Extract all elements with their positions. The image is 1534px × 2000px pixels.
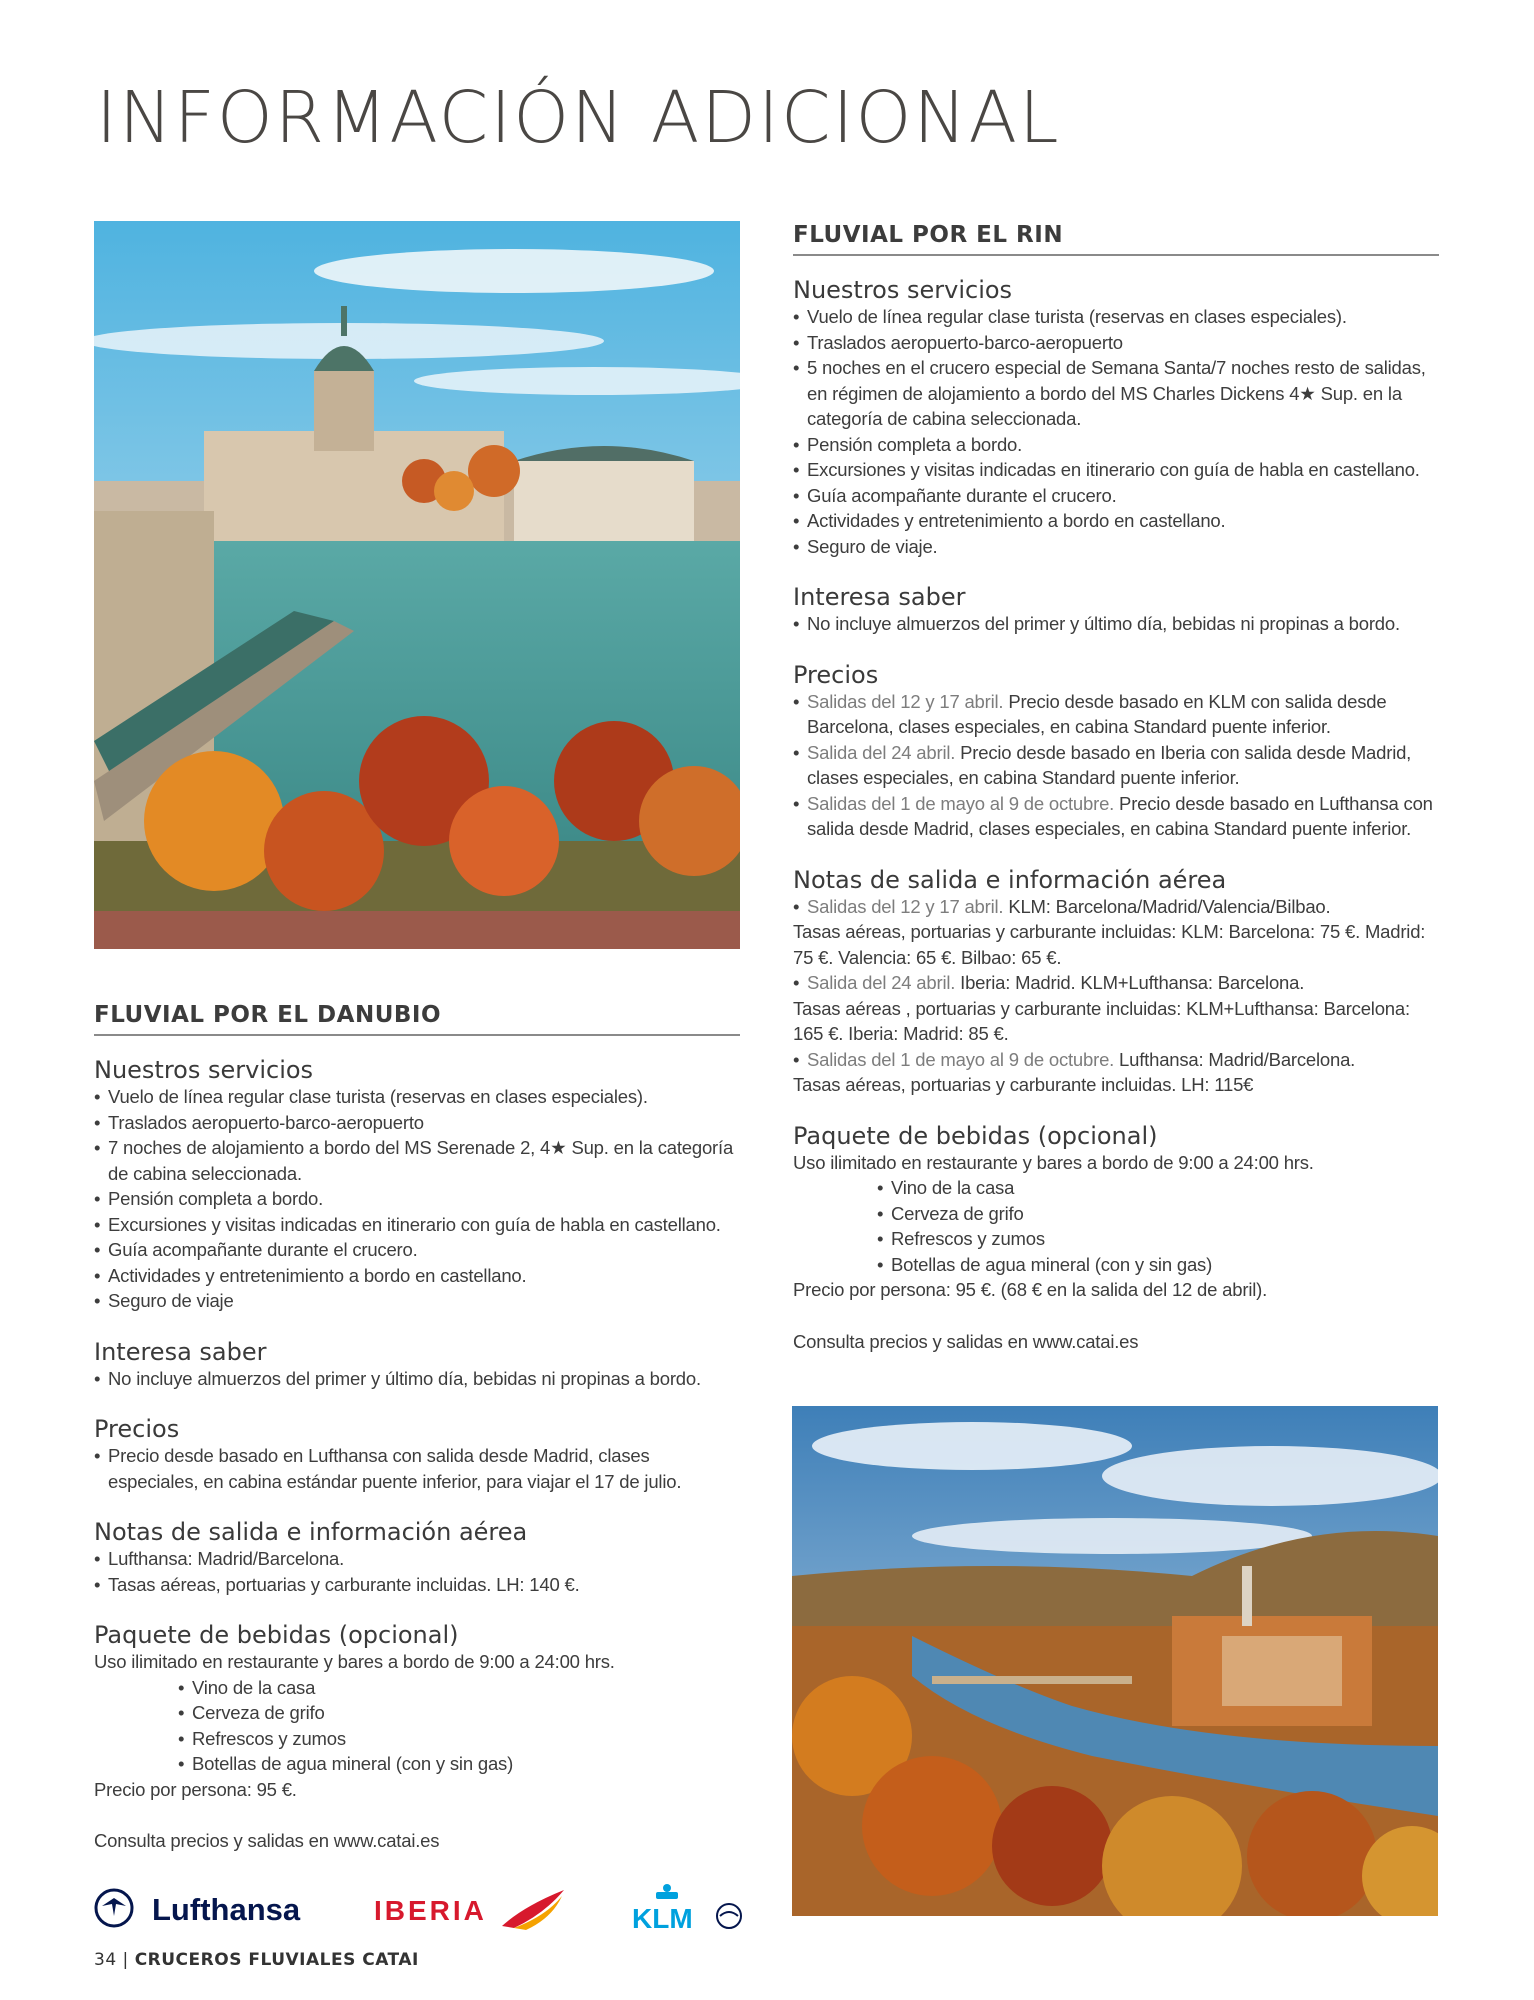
nota-lead: Salidas del 12 y 17 abril. [807,895,1004,917]
rin-precios-list [793,689,1439,842]
danubio-bebidas-intro: Uso ilimitado en restaurante y bares a bordo de 9:00 a 24:00 hrs. [94,1651,615,1672]
list-item: • Cerveza de grifo [877,1201,1439,1227]
list-item: • 5 noches en el crucero especial de Semana Santa/7 noches resto de salidas, en régimen de alojamiento a bordo del MS Charles Dickens 4★ Sup. en la categoría de cabina seleccionada. [793,355,1439,432]
list-item: • Actividades y entretenimiento a bordo en castellano. [94,1263,740,1289]
rin-bebidas-intro: Uso ilimitado en restaurante y bares a bordo de 9:00 a 24:00 hrs. [793,1151,1314,1173]
list-item: • Seguro de viaje [94,1288,740,1314]
list-item [793,689,1439,740]
list-item [793,740,1439,791]
list-item: • Excursiones y visitas indicadas en itinerario con guía de habla en castellano. [793,457,1439,483]
danubio-bebidas-list [94,1675,740,1777]
nota-lead: Salidas del 1 de mayo al 9 de octubre. [807,1048,1115,1070]
danubio-consulta: Consulta precios y salidas en www.catai.es [94,1830,440,1851]
nota-extra: Tasas aéreas , portuarias y carburante incluidas: KLM+Lufthansa: Barcelona: 165 €. Iberia: Madrid: 85 €. [793,997,1410,1044]
rin-notas-heading: Notas de salida e información aérea [793,865,1227,894]
list-item: • Refrescos y zumos [877,1226,1439,1252]
rin-servicios-heading: Nuestros servicios [793,276,1013,304]
budapest-photo [94,221,740,949]
list-item: • Pensión completa a bordo. [793,432,1439,458]
list-item: • Vino de la casa [178,1675,740,1701]
precio-text: Precio desde basado en Lufthansa con salida desde Madrid, clases especiales, en cabina Standard puente inferior. [807,792,1433,839]
rin-interesa-list [793,611,1439,637]
rhine-photo [792,1406,1438,1916]
rin-bebidas-heading: Paquete de bebidas (opcional) [793,1121,1158,1150]
list-item: • Traslados aeropuerto-barco-aeropuerto [94,1110,740,1136]
danubio-precios-list [94,1443,740,1494]
nota-text: Iberia: Madrid. KLM+Lufthansa: Barcelona. [955,972,1305,993]
rin-bebidas-precio: Precio por persona: 95 €. (68 € en la salida del 12 de abril). [793,1279,1268,1300]
list-item: • Botellas de agua mineral (con y sin gas) [178,1751,740,1777]
list-item: • Precio desde basado en Lufthansa con salida desde Madrid, clases especiales, en cabina estándar puente inferior, para viajar el 17 de julio. [94,1443,740,1494]
list-item: • Botellas de agua mineral (con y sin gas) [877,1252,1439,1278]
danubio-title: FLUVIAL POR EL DANUBIO [94,1002,740,1036]
list-item [793,791,1439,842]
list-item: • Seguro de viaje. [793,534,1439,560]
airline-logos [94,1880,744,1936]
page-number: 34 [94,1950,117,1970]
precio-lead: Salida del 24 abril. [807,741,956,763]
rin-notas-list-2 [793,970,1439,996]
list-item: • Pensión completa a bordo. [94,1186,740,1212]
page-title: INFORMACIÓN ADICIONAL [96,76,1061,159]
list-item: • Vuelo de línea regular clase turista (reservas en clases especiales). [94,1084,740,1110]
page-footer [94,1950,419,1970]
danubio-precios-heading: Precios [94,1415,180,1443]
iberia-logo: IBERIA [374,1895,487,1926]
klm-logo: KLM [632,1903,693,1934]
list-item: • Refrescos y zumos [178,1726,740,1752]
precio-lead: Salidas del 12 y 17 abril. [807,690,1004,712]
rin-section [793,222,1439,1354]
precio-lead: Salidas del 1 de mayo al 9 de octubre. [807,792,1115,814]
rin-precios-heading: Precios [793,660,879,689]
list-item: • No incluye almuerzos del primer y último día, bebidas ni propinas a bordo. [94,1366,740,1392]
precio-text: Precio desde basado en Iberia con salida desde Madrid, clases especiales, en cabina Standard puente inferior. [807,741,1412,788]
rin-notas-list-1 [793,894,1439,920]
footer-label: CRUCEROS FLUVIALES CATAI [134,1950,419,1970]
lufthansa-logo: Lufthansa [152,1892,301,1927]
danubio-servicios-list [94,1084,740,1314]
list-item [793,1047,1439,1073]
airline-logos-svg [94,1880,744,1936]
rin-bebidas-list [793,1175,1439,1277]
list-item [793,970,1439,996]
danubio-notas-heading: Notas de salida e información aérea [94,1518,528,1546]
list-item [793,894,1439,920]
list-item: • Vino de la casa [877,1175,1439,1201]
danubio-notas-list [94,1546,740,1597]
list-item: • Lufthansa: Madrid/Barcelona. [94,1546,740,1572]
list-item: • Guía acompañante durante el crucero. [94,1237,740,1263]
danubio-bebidas-heading: Paquete de bebidas (opcional) [94,1621,459,1649]
skyteam-icon [717,1904,741,1928]
lufthansa-crane-icon [96,1890,132,1926]
rin-servicios-list [793,304,1439,559]
list-item: • Vuelo de línea regular clase turista (reservas en clases especiales). [793,304,1439,330]
list-item: • Guía acompañante durante el crucero. [793,483,1439,509]
nota-extra: Tasas aéreas, portuarias y carburante incluidas: KLM: Barcelona: 75 €. Madrid: 75 €. Valencia: 65 €. Bilbao: 65 €. [793,921,1426,968]
list-item: • 7 noches de alojamiento a bordo del MS Serenade 2, 4★ Sup. en la categoría de cabina seleccionada. [94,1135,740,1186]
nota-text: KLM: Barcelona/Madrid/Valencia/Bilbao. [1003,895,1331,917]
rin-consulta: Consulta precios y salidas en www.catai.es [793,1330,1139,1352]
list-item: • Excursiones y visitas indicadas en itinerario con guía de habla en castellano. [94,1212,740,1238]
rin-notas-list-3 [793,1047,1439,1073]
list-item: • Tasas aéreas, portuarias y carburante incluidas. LH: 140 €. [94,1572,740,1598]
precio-text: Precio desde basado en KLM con salida desde Barcelona, clases especiales, en cabina Standard puente inferior. [807,690,1387,737]
list-item: • Actividades y entretenimiento a bordo en castellano. [793,508,1439,534]
danubio-section [94,1002,740,1854]
footer-separator: | [116,1950,135,1970]
rin-interesa-heading: Interesa saber [793,583,966,611]
danubio-interesa-list [94,1366,740,1392]
list-item: • No incluye almuerzos del primer y último día, bebidas ni propinas a bordo. [793,611,1439,637]
iberia-wing-icon [502,1890,564,1930]
danubio-interesa-heading: Interesa saber [94,1337,267,1366]
danubio-bebidas-precio: Precio por persona: 95 €. [94,1778,297,1800]
nota-text: Lufthansa: Madrid/Barcelona. [1114,1048,1356,1070]
list-item: • Traslados aeropuerto-barco-aeropuerto [793,330,1439,356]
klm-crown-icon [656,1884,678,1899]
rin-notas [793,894,1439,1098]
nota-extra: Tasas aéreas, portuarias y carburante incluidas. LH: 115€ [793,1074,1254,1095]
list-item: • Cerveza de grifo [178,1700,740,1726]
rin-title: FLUVIAL POR EL RIN [793,222,1439,256]
nota-lead: Salida del 24 abril. [807,972,956,993]
danubio-servicios-heading: Nuestros servicios [94,1056,314,1084]
